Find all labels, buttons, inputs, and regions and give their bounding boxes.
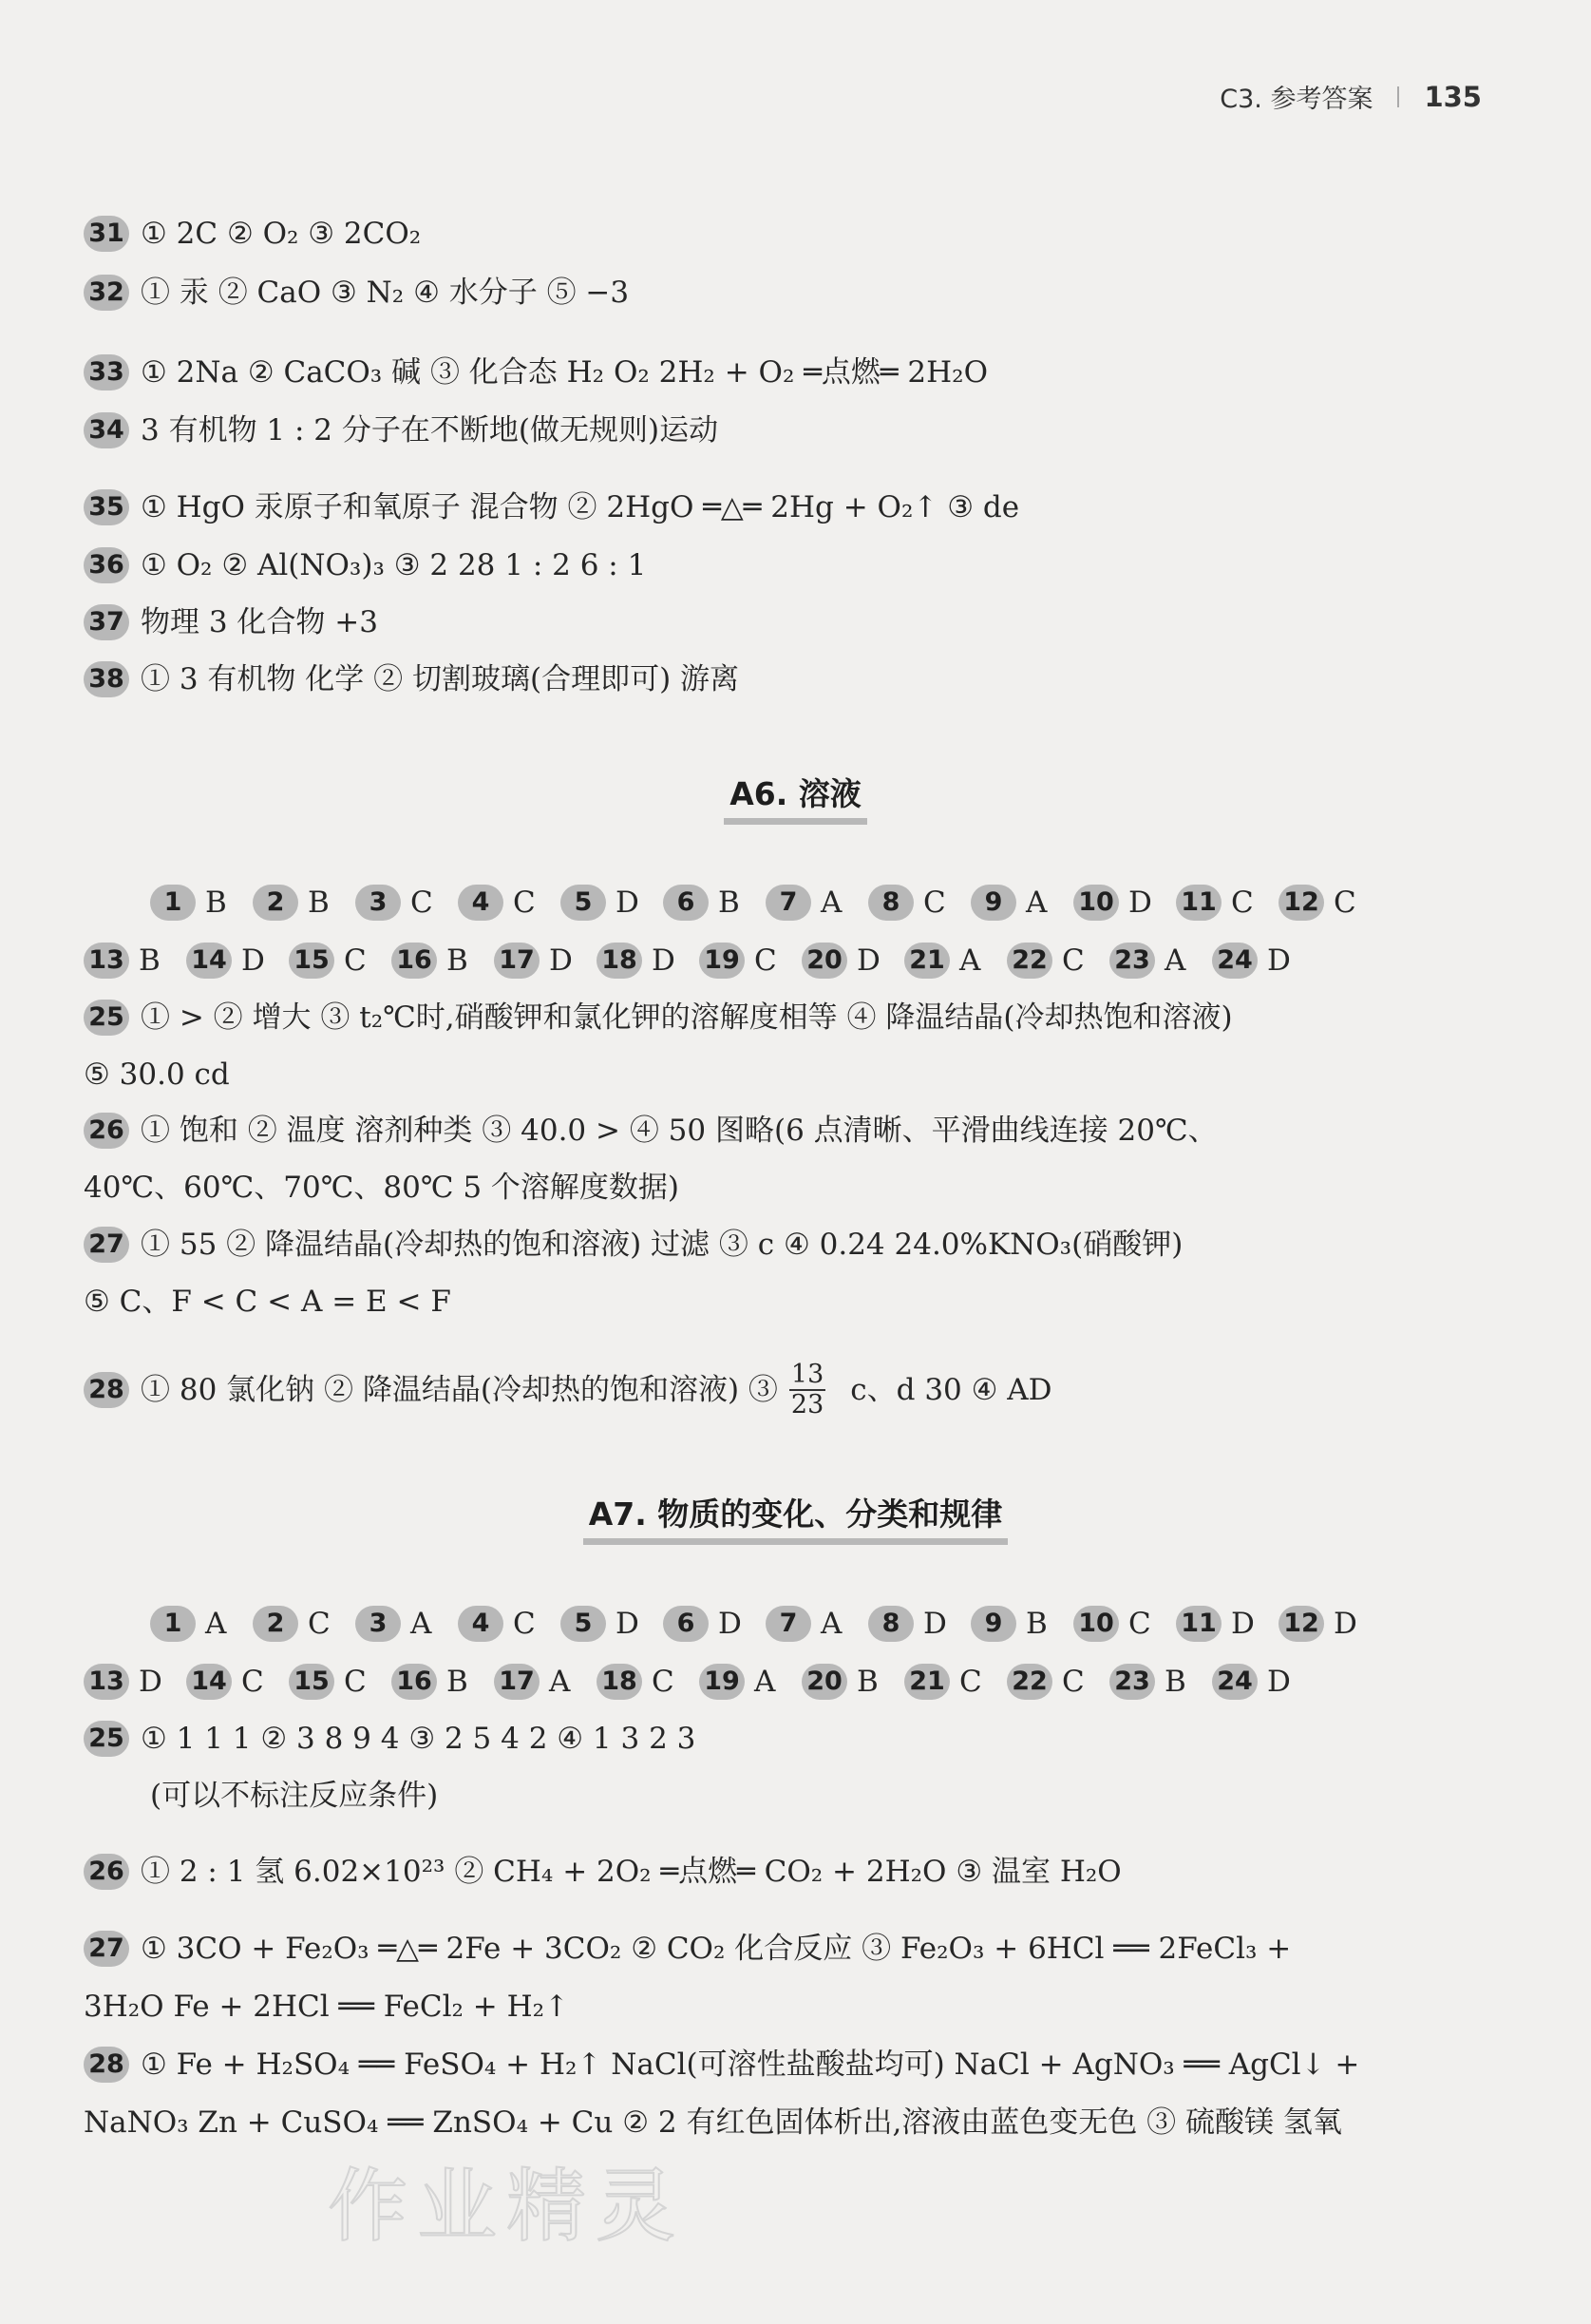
question-number: 10 [1073, 885, 1119, 921]
answer-text: ① > ② 增大 ③ t₂℃时,硝酸钾和氯化钾的溶解度相等 ④ 降温结晶(冷却热饱和溶液) [141, 1000, 1233, 1035]
answer-row-continued [84, 1988, 1508, 2026]
question-number: 32 [84, 275, 129, 311]
mc-answer-letter: C [513, 886, 536, 920]
answer-row [84, 411, 1508, 449]
answer-row [84, 660, 1508, 698]
mc-answer-item [186, 942, 274, 980]
mc-answer-item [1212, 942, 1299, 980]
answer-text: NaNO₃ Zn + CuSO₄ ══ ZnSO₄ + Cu ② 2 有红色固体析出,溶液由蓝色变无色 ③ 硫酸镁 氢氧 [84, 2105, 1342, 2140]
answer-row-continued [84, 1169, 1508, 1207]
answer-row [84, 1112, 1508, 1150]
mc-answer-letter: B [857, 1665, 879, 1699]
mc-answer-letter: C [1231, 886, 1254, 920]
mc-answer-item [1073, 884, 1161, 922]
mc-answer-item [391, 942, 479, 980]
mc-answer-item [458, 884, 545, 922]
question-number: 12 [1278, 885, 1324, 921]
mc-answer-item [458, 1605, 545, 1643]
mc-answer-item [253, 1605, 340, 1643]
mc-answer-letter: D [1267, 943, 1291, 978]
mc-answer-item [494, 1663, 581, 1701]
mc-answer-item [1278, 884, 1366, 922]
question-number: 13 [84, 1664, 129, 1700]
answer-row-continued [84, 1283, 1508, 1321]
answer-row [84, 1853, 1508, 1891]
answer-text: (可以不标注反应条件) [150, 1779, 439, 1813]
question-number: 3 [355, 885, 401, 921]
mc-answer-letter: A [754, 1665, 776, 1699]
mc-answer-letter: C [1062, 943, 1085, 978]
answer-row [84, 353, 1508, 391]
question-number: 25 [84, 1000, 129, 1036]
question-number: 2 [253, 885, 298, 921]
mc-answer-item [355, 884, 443, 922]
mc-row [150, 884, 1575, 922]
answer-text: 40℃、60℃、70℃、80℃ 5 个溶解度数据) [84, 1171, 680, 1205]
answer-text: ① 饱和 ② 温度 溶剂种类 ③ 40.0 > ④ 50 图略(6 点清晰、平滑曲线连接 20℃、 [141, 1114, 1218, 1148]
answer-text: 3 有机物 1 : 2 分子在不断地(做无规则)运动 [141, 413, 719, 448]
page-number: 135 [1424, 80, 1482, 113]
answer-row [84, 215, 1508, 253]
mc-answer-item [971, 884, 1058, 922]
mc-answer-item [560, 1605, 648, 1643]
mc-answer-letter: C [652, 1665, 674, 1699]
question-number: 22 [1007, 1664, 1052, 1700]
mc-answer-item [355, 1605, 443, 1643]
mc-answer-letter: A [959, 943, 981, 978]
answer-text: ① 55 ② 降温结晶(冷却热的饱和溶液) 过滤 ③ c ④ 0.24 24.0%KNO₃(硝酸钾) [141, 1228, 1184, 1262]
answer-row-continued [84, 2104, 1508, 2142]
mc-answer-item [560, 884, 648, 922]
header-divider [1397, 86, 1399, 107]
question-number: 21 [904, 1664, 950, 1700]
question-number: 9 [971, 1606, 1016, 1642]
question-number: 26 [84, 1113, 129, 1149]
mc-answer-letter: B [1165, 1665, 1186, 1699]
mc-answer-letter: A [1026, 886, 1048, 920]
mc-answer-letter: D [241, 943, 265, 978]
mc-answer-item [84, 942, 171, 980]
mc-answer-item [1109, 1663, 1197, 1701]
header-section: C3. 参考答案 [1220, 85, 1373, 114]
mc-answer-letter: D [857, 943, 881, 978]
mc-answer-letter: D [549, 943, 573, 978]
question-number: 19 [699, 1664, 745, 1700]
answer-text: ① HgO 汞原子和氧原子 混合物 ② 2HgO ═△═ 2Hg + O₂↑ ③ de [141, 490, 1020, 524]
answer-row [84, 603, 1508, 641]
mc-answer-letter: C [344, 1665, 367, 1699]
question-number: 24 [1212, 1664, 1258, 1700]
mc-answer-letter: C [241, 1665, 264, 1699]
question-number: 35 [84, 489, 129, 525]
question-number: 4 [458, 1606, 503, 1642]
answer-text: ① 汞 ② CaO ③ N₂ ④ 水分子 ⑤ −3 [141, 276, 630, 310]
mc-answer-letter: B [1026, 1607, 1048, 1641]
answer-text: ① O₂ ② Al(NO₃)₃ ③ 2 28 1 : 2 6 : 1 [141, 548, 647, 582]
mc-answer-letter: C [513, 1607, 536, 1641]
page-header [1220, 78, 1482, 115]
mc-answer-letter: D [139, 1665, 162, 1699]
mc-answer-letter: C [1334, 886, 1356, 920]
mc-answer-item [494, 942, 581, 980]
question-number: 33 [84, 354, 129, 391]
answer-text: ① 3 有机物 化学 ② 切割玻璃(合理即可) 游离 [141, 662, 740, 696]
mc-answer-letter: C [754, 943, 777, 978]
answer-text: ⑤ 30.0 cd [84, 1057, 230, 1092]
question-number: 8 [868, 1606, 914, 1642]
question-number: 28 [84, 1372, 129, 1408]
question-number: 37 [84, 604, 129, 640]
question-number: 16 [391, 943, 437, 979]
mc-answer-letter: A [821, 1607, 843, 1641]
question-number: 7 [766, 1606, 811, 1642]
mc-answer-item [597, 1663, 684, 1701]
mc-answer-item [1007, 942, 1094, 980]
question-number: 25 [84, 1721, 129, 1757]
answer-text: 3H₂O Fe + 2HCl ══ FeCl₂ + H₂↑ [84, 1990, 570, 2024]
mc-answer-item [904, 942, 992, 980]
mc-answer-letter: D [718, 1607, 742, 1641]
mc-answer-item [289, 942, 376, 980]
mc-answer-item [1007, 1663, 1094, 1701]
answer-row-continued [150, 1777, 1575, 1815]
answer-row [84, 1720, 1508, 1758]
question-number: 4 [458, 885, 503, 921]
question-number: 1 [150, 1606, 196, 1642]
question-number: 6 [663, 1606, 709, 1642]
mc-answer-item [868, 1605, 956, 1643]
mc-answer-item [1073, 1605, 1161, 1643]
fraction-denominator: 23 [790, 1390, 824, 1419]
mc-answer-letter: B [205, 886, 227, 920]
mc-answer-item [802, 942, 889, 980]
mc-answer-item [391, 1663, 479, 1701]
section-title-a6: A6. 溶液 [0, 770, 1591, 825]
question-number: 23 [1109, 1664, 1155, 1700]
mc-answer-letter: B [446, 943, 468, 978]
question-number: 5 [560, 1606, 606, 1642]
answer-row [84, 274, 1508, 312]
answer-text: ① 1 1 1 ② 3 8 9 4 ③ 2 5 4 2 ④ 1 3 2 3 [141, 1722, 696, 1756]
question-number: 17 [494, 1664, 540, 1700]
section-title-a7: A7. 物质的变化、分类和规律 [0, 1490, 1591, 1545]
question-number: 1 [150, 885, 196, 921]
question-number: 38 [84, 661, 129, 697]
question-number: 17 [494, 943, 540, 979]
answer-row [84, 1361, 1508, 1419]
question-number: 13 [84, 943, 129, 979]
mc-answer-letter: C [959, 1665, 982, 1699]
mc-answer-letter: D [923, 1607, 947, 1641]
mc-answer-letter: C [410, 886, 433, 920]
mc-answer-letter: A [1165, 943, 1186, 978]
mc-answer-letter: B [139, 943, 161, 978]
mc-answer-letter: D [1231, 1607, 1255, 1641]
mc-answer-letter: D [652, 943, 675, 978]
mc-answer-letter: C [308, 1607, 331, 1641]
mc-answer-letter: A [821, 886, 843, 920]
question-number: 10 [1073, 1606, 1119, 1642]
mc-answer-letter: A [410, 1607, 432, 1641]
question-number: 14 [186, 1664, 232, 1700]
mc-answer-item [766, 884, 853, 922]
question-number: 36 [84, 547, 129, 583]
answer-text: ① Fe + H₂SO₄ ══ FeSO₄ + H₂↑ NaCl(可溶性盐酸盐均可) NaCl + AgNO₃ ══ AgCl↓ + [141, 2048, 1360, 2082]
answer-text: ① 80 氯化钠 ② 降温结晶(冷却热的饱和溶液) ③ [141, 1373, 778, 1407]
mc-answer-item [1212, 1663, 1299, 1701]
answer-row [84, 1226, 1508, 1264]
watermark-logo: 作业精灵 [328, 2160, 686, 2253]
mc-answer-letter: D [616, 886, 639, 920]
question-number: 22 [1007, 943, 1052, 979]
mc-answer-item [289, 1663, 376, 1701]
question-number: 12 [1278, 1606, 1324, 1642]
question-number: 7 [766, 885, 811, 921]
answer-row [84, 488, 1508, 526]
answer-row [84, 1930, 1508, 1968]
mc-answer-item [971, 1605, 1058, 1643]
mc-answer-item [150, 1605, 237, 1643]
question-number: 24 [1212, 943, 1258, 979]
question-number: 14 [186, 943, 232, 979]
question-number: 15 [289, 1664, 334, 1700]
answer-text: ① 3CO + Fe₂O₃ ═△═ 2Fe + 3CO₂ ② CO₂ 化合反应 ③ Fe₂O₃ + 6HCl ══ 2FeCl₃ + [141, 1932, 1292, 1966]
question-number: 28 [84, 2047, 129, 2083]
mc-answer-item [663, 884, 750, 922]
mc-answer-item [663, 1605, 750, 1643]
mc-row [84, 942, 1508, 980]
answer-text: ① 2Na ② CaCO₃ 碱 ③ 化合态 H₂ O₂ 2H₂ + O₂ ═点燃═ 2H₂O [141, 355, 989, 390]
question-number: 2 [253, 1606, 298, 1642]
mc-answer-item [699, 1663, 786, 1701]
question-number: 18 [597, 943, 642, 979]
question-number: 9 [971, 885, 1016, 921]
mc-answer-letter: A [205, 1607, 227, 1641]
fraction [789, 1361, 825, 1419]
mc-answer-letter: D [1128, 886, 1152, 920]
question-number: 6 [663, 885, 709, 921]
answer-text: c、d 30 ④ AD [850, 1373, 1052, 1407]
mc-answer-item [699, 942, 786, 980]
question-number: 20 [802, 943, 847, 979]
question-number: 21 [904, 943, 950, 979]
mc-answer-item [802, 1663, 889, 1701]
answer-row [84, 999, 1508, 1037]
question-number: 16 [391, 1664, 437, 1700]
mc-row [150, 1605, 1575, 1643]
mc-answer-item [868, 884, 956, 922]
mc-answer-letter: D [1267, 1665, 1291, 1699]
question-number: 11 [1176, 885, 1222, 921]
fraction-numerator: 13 [790, 1360, 824, 1389]
mc-answer-item [84, 1663, 171, 1701]
mc-answer-item [597, 942, 684, 980]
mc-answer-letter: C [923, 886, 946, 920]
mc-answer-item [1176, 1605, 1263, 1643]
mc-answer-letter: B [718, 886, 740, 920]
question-number: 5 [560, 885, 606, 921]
question-number: 23 [1109, 943, 1155, 979]
mc-answer-item [1278, 1605, 1366, 1643]
mc-answer-item [186, 1663, 274, 1701]
mc-answer-item [1176, 884, 1263, 922]
mc-answer-letter: C [1128, 1607, 1151, 1641]
mc-answer-item [1109, 942, 1197, 980]
answer-text: 物理 3 化合物 +3 [141, 605, 378, 639]
mc-answer-letter: A [549, 1665, 571, 1699]
mc-answer-item [766, 1605, 853, 1643]
question-number: 31 [84, 216, 129, 252]
mc-answer-letter: D [616, 1607, 639, 1641]
question-number: 8 [868, 885, 914, 921]
question-number: 11 [1176, 1606, 1222, 1642]
mc-answer-item [253, 884, 340, 922]
answer-text: ① 2C ② O₂ ③ 2CO₂ [141, 217, 422, 251]
question-number: 3 [355, 1606, 401, 1642]
mc-answer-letter: C [344, 943, 367, 978]
question-number: 19 [699, 943, 745, 979]
answer-row [84, 546, 1508, 584]
mc-answer-letter: B [308, 886, 330, 920]
mc-answer-item [904, 1663, 992, 1701]
question-number: 18 [597, 1664, 642, 1700]
answer-row [84, 2046, 1508, 2084]
question-number: 27 [84, 1227, 129, 1263]
question-number: 27 [84, 1931, 129, 1967]
mc-answer-letter: D [1334, 1607, 1357, 1641]
mc-answer-item [150, 884, 237, 922]
mc-answer-letter: B [446, 1665, 468, 1699]
question-number: 26 [84, 1854, 129, 1890]
answer-row-continued [84, 1056, 1508, 1094]
answer-text: ① 2 : 1 氢 6.02×10²³ ② CH₄ + 2O₂ ═点燃═ CO₂ + 2H₂O ③ 温室 H₂O [141, 1855, 1122, 1889]
question-number: 20 [802, 1664, 847, 1700]
answer-text: ⑤ C、F < C < A = E < F [84, 1285, 451, 1319]
question-number: 15 [289, 943, 334, 979]
question-number: 34 [84, 412, 129, 448]
mc-row [84, 1663, 1508, 1701]
mc-answer-letter: C [1062, 1665, 1085, 1699]
